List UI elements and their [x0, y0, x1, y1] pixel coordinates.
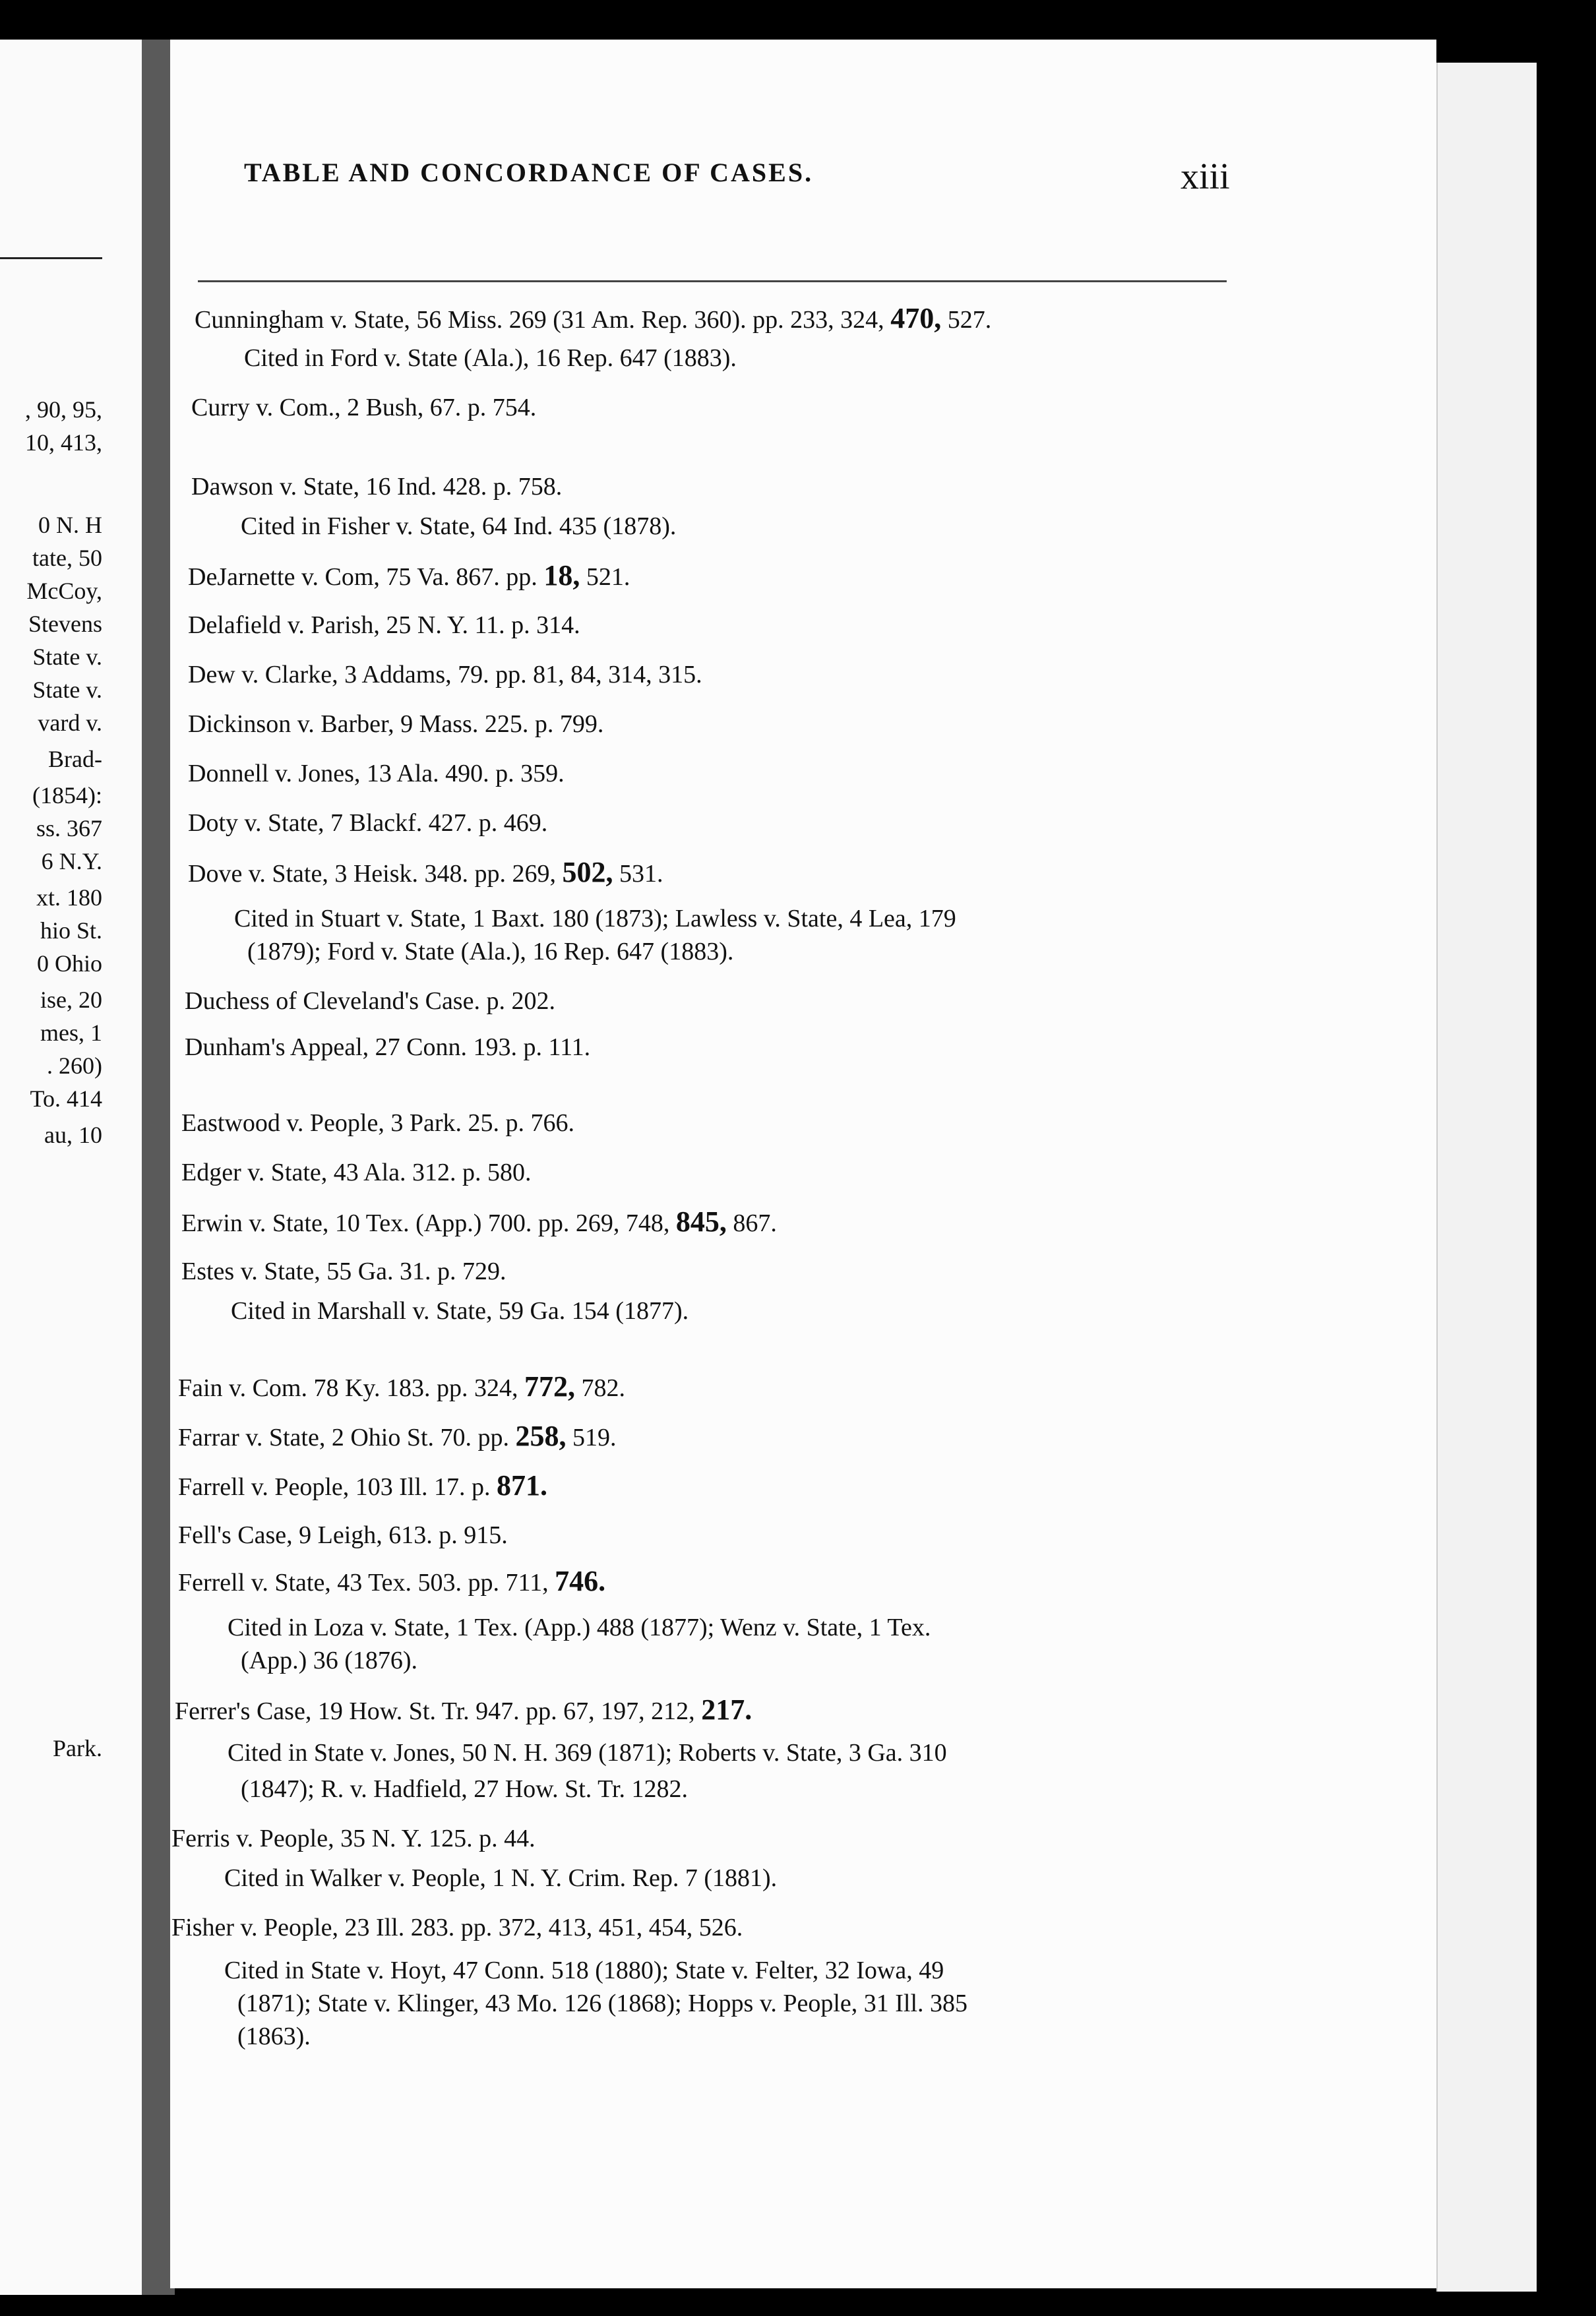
case-entry	[178, 1368, 625, 1407]
entry-continuation	[241, 1642, 417, 1679]
entry-text: Dove v. State, 3 Heisk. 348. pp. 269,	[188, 860, 556, 888]
principal-page-reference: 18,	[543, 559, 580, 592]
principal-page-reference: 502,	[562, 856, 613, 888]
entry-text: Erwin v. State, 10 Tex. (App.) 700. pp. 269, 748,	[181, 1209, 670, 1237]
case-entry	[188, 755, 565, 792]
case-entry	[175, 1691, 752, 1730]
entry-text: Fell's Case, 9 Leigh, 613. p. 915.	[178, 1521, 508, 1549]
entry-text: Farrell v. People, 103 Ill. 17. p.	[178, 1473, 491, 1501]
entry-text: Ferris v. People, 35 N. Y. 125. p. 44.	[171, 1825, 536, 1852]
case-entry	[188, 656, 702, 693]
entry-text: Fain v. Com. 78 Ky. 183. pp. 324,	[178, 1374, 518, 1402]
entry-continuation	[237, 1985, 967, 2022]
case-entry	[181, 1154, 532, 1191]
page-fore-edge	[1436, 63, 1537, 2292]
header-rule	[198, 280, 1227, 282]
entry-text: (1879); Ford v. State (Ala.), 16 Rep. 647 (1883).	[247, 938, 734, 965]
facing-page-text: (1854):	[32, 782, 102, 808]
facing-page-text: Brad-	[48, 746, 102, 772]
facing-page-text: Stevens	[28, 611, 102, 637]
case-entry	[181, 1204, 777, 1242]
entry-continuation	[241, 1771, 688, 1808]
cited-in-entry	[224, 1860, 777, 1897]
entry-text: DeJarnette v. Com, 75 Va. 867. pp.	[188, 563, 537, 591]
entry-text: (1847); R. v. Hadfield, 27 How. St. Tr. 1282.	[241, 1775, 689, 1803]
facing-page-text: 0 Ohio	[37, 950, 102, 977]
facing-page-text: , 90, 95,	[25, 396, 102, 423]
entry-tail: 527.	[941, 306, 992, 334]
entry-text: Estes v. State, 55 Ga. 31. p. 729.	[181, 1258, 506, 1285]
entry-tail: 867.	[726, 1209, 777, 1237]
page-number: xiii	[1181, 156, 1230, 197]
entry-continuation	[237, 2018, 311, 2055]
entry-text: Cited in Walker v. People, 1 N. Y. Crim. Rep. 7 (1881).	[224, 1864, 778, 1892]
entry-text: Dawson v. State, 16 Ind. 428. p. 758.	[191, 473, 563, 501]
facing-page-text: xt. 180	[36, 884, 102, 911]
cited-in-entry	[241, 508, 676, 545]
facing-page-text: tate, 50	[32, 545, 102, 571]
entry-text: Farrar v. State, 2 Ohio St. 70. pp.	[178, 1424, 510, 1451]
principal-page-reference: 470,	[890, 302, 942, 334]
principal-page-reference: 845,	[675, 1205, 727, 1238]
case-entry	[188, 607, 580, 644]
case-entry	[171, 1820, 536, 1857]
case-entry	[181, 1253, 506, 1290]
cited-in-entry	[231, 1293, 689, 1329]
entry-text: Ferrer's Case, 19 How. St. Tr. 947. pp. 67, 197, 212,	[175, 1697, 695, 1725]
case-entry	[178, 1563, 605, 1601]
facing-page-text: State v.	[32, 677, 102, 703]
facing-page-text: vard v.	[38, 710, 102, 736]
facing-page-text: 6 N.Y.	[41, 848, 102, 874]
case-entry	[188, 854, 663, 892]
facing-page-text: Park.	[53, 1735, 102, 1761]
entry-continuation	[247, 933, 733, 970]
case-entry	[188, 805, 547, 841]
principal-page-reference: 217.	[701, 1693, 752, 1726]
entry-text: Cited in Marshall v. State, 59 Ga. 154 (1877).	[231, 1297, 689, 1325]
case-entry	[195, 300, 991, 338]
facing-page-rule	[0, 257, 102, 259]
running-head: TABLE AND CONCORDANCE OF CASES.	[244, 158, 814, 187]
cited-in-entry	[224, 1952, 944, 1989]
facing-page-fragment	[0, 40, 142, 2295]
case-entry	[171, 1909, 743, 1946]
entry-text: Dunham's Appeal, 27 Conn. 193. p. 111.	[185, 1033, 591, 1061]
cited-in-entry	[234, 900, 956, 937]
case-entry	[188, 706, 603, 743]
facing-page-text: State v.	[32, 644, 102, 670]
entry-text: (1863).	[237, 2023, 311, 2050]
entry-tail: 531.	[613, 860, 663, 888]
entry-text: Fisher v. People, 23 Ill. 283. pp. 372, 413, 451, 454, 526.	[171, 1914, 743, 1941]
case-entry	[188, 557, 630, 595]
facing-page-text: hio St.	[40, 917, 102, 944]
case-entry	[178, 1418, 617, 1456]
entry-text: Cited in Stuart v. State, 1 Baxt. 180 (1873); Lawless v. State, 4 Lea, 179	[234, 905, 956, 932]
principal-page-reference: 772,	[524, 1370, 575, 1403]
case-entry	[181, 1105, 574, 1142]
entry-text: Cited in Fisher v. State, 64 Ind. 435 (1878).	[241, 512, 677, 540]
facing-page-text: To. 414	[30, 1085, 102, 1112]
entry-text: Eastwood v. People, 3 Park. 25. p. 766.	[181, 1109, 574, 1137]
facing-page-text: ise, 20	[40, 987, 102, 1013]
entry-tail: 521.	[580, 563, 630, 591]
entry-text: Cited in Ford v. State (Ala.), 16 Rep. 647 (1883).	[244, 344, 737, 372]
entry-text: (1871); State v. Klinger, 43 Mo. 126 (1868); Hopps v. People, 31 Ill. 385	[237, 1990, 968, 2017]
entry-text: (App.) 36 (1876).	[241, 1647, 418, 1674]
principal-page-reference: 871.	[497, 1469, 548, 1502]
facing-page-text: 10, 413,	[25, 429, 102, 456]
entry-tail: 782.	[574, 1374, 625, 1402]
facing-page-text: mes, 1	[40, 1020, 102, 1046]
entry-text: Doty v. State, 7 Blackf. 427. p. 469.	[188, 809, 548, 837]
facing-page-text: au, 10	[44, 1122, 102, 1148]
facing-page-text: . 260)	[47, 1052, 102, 1079]
entry-text: Dickinson v. Barber, 9 Mass. 225. p. 799.	[188, 710, 604, 738]
entry-text: Donnell v. Jones, 13 Ala. 490. p. 359.	[188, 760, 565, 787]
entry-text: Ferrell v. State, 43 Tex. 503. pp. 711,	[178, 1569, 549, 1597]
cited-in-entry	[228, 1734, 947, 1771]
case-entry	[185, 983, 555, 1020]
cited-in-entry	[228, 1609, 931, 1646]
case-entry	[185, 1029, 590, 1066]
entry-text: Delafield v. Parish, 25 N. Y. 11. p. 314.	[188, 611, 580, 639]
cited-in-entry	[244, 340, 737, 377]
entry-text: Edger v. State, 43 Ala. 312. p. 580.	[181, 1159, 532, 1186]
case-entry	[191, 389, 536, 426]
entry-text: Duchess of Cleveland's Case. p. 202.	[185, 987, 555, 1015]
entry-text: Dew v. Clarke, 3 Addams, 79. pp. 81, 84, 314, 315.	[188, 661, 702, 688]
case-entry	[178, 1517, 508, 1554]
case-entry	[178, 1467, 547, 1506]
facing-page-text: 0 N. H	[38, 512, 102, 538]
case-entry	[191, 468, 562, 505]
entry-tail: 519.	[566, 1424, 617, 1451]
entry-text: Cunningham v. State, 56 Miss. 269 (31 Am. Rep. 360). pp. 233, 324,	[195, 306, 884, 334]
facing-page-text: McCoy,	[26, 578, 102, 604]
principal-page-reference: 746.	[555, 1565, 606, 1597]
entry-text: Cited in State v. Jones, 50 N. H. 369 (1871); Roberts v. State, 3 Ga. 310	[228, 1739, 947, 1767]
entry-text: Cited in Loza v. State, 1 Tex. (App.) 488 (1877); Wenz v. State, 1 Tex.	[228, 1614, 931, 1641]
entry-text: Curry v. Com., 2 Bush, 67. p. 754.	[191, 394, 537, 421]
principal-page-reference: 258,	[515, 1420, 567, 1452]
facing-page-text: ss. 367	[36, 815, 102, 841]
entry-text: Cited in State v. Hoyt, 47 Conn. 518 (1880); State v. Felter, 32 Iowa, 49	[224, 1957, 944, 1984]
